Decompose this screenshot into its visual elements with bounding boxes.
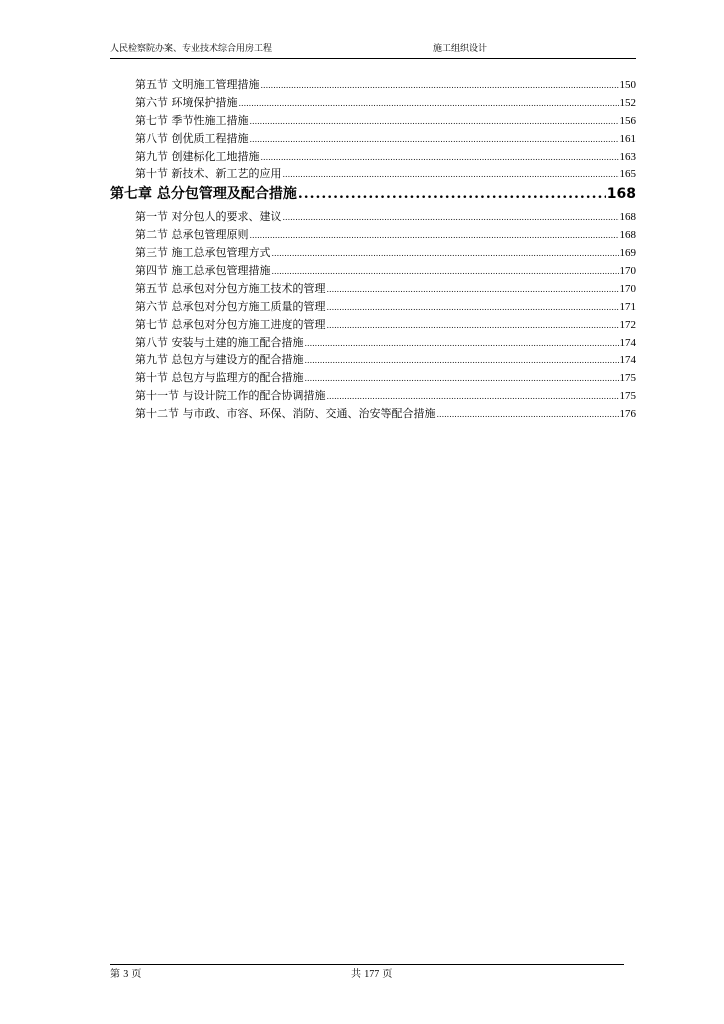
footer-total-suffix: 页 — [382, 969, 393, 980]
footer-page-value: 3 — [123, 969, 129, 980]
page-footer — [110, 964, 624, 983]
toc-entry[interactable] — [110, 387, 636, 405]
toc-entry-label: 第二节 总承包管理原则 — [135, 228, 249, 242]
footer-total-pages — [351, 966, 392, 984]
dot-leader — [305, 352, 619, 370]
toc-entry[interactable] — [110, 316, 636, 334]
toc-entry-label: 第三节 施工总承包管理方式 — [135, 246, 271, 260]
dot-leader — [250, 131, 619, 149]
toc-entry[interactable] — [110, 112, 636, 130]
dot-leader — [272, 245, 619, 263]
toc-entry-page: 170 — [619, 265, 636, 278]
toc-entry[interactable] — [110, 76, 636, 94]
toc-chapter-entry[interactable] — [110, 183, 636, 208]
toc-entry[interactable] — [110, 208, 636, 226]
toc-chapter-label: 第七章 总分包管理及配合措施 — [110, 186, 297, 203]
toc-entry-label: 第八节 创优质工程措施 — [135, 131, 249, 145]
toc-entry[interactable] — [110, 148, 636, 166]
dot-leader — [250, 113, 619, 131]
toc-entry-label: 第十二节 与市政、市容、环保、消防、交通、治安等配合措施 — [135, 407, 436, 421]
dot-leader — [239, 95, 619, 113]
toc-entry-label: 第一节 对分包人的要求、建议 — [135, 210, 282, 224]
footer-total-value: 177 — [364, 969, 380, 980]
table-of-contents — [110, 76, 636, 423]
dot-leader — [327, 299, 619, 317]
toc-entry[interactable] — [110, 298, 636, 316]
toc-entry-page: 163 — [619, 150, 636, 163]
dot-leader — [305, 335, 619, 353]
toc-entry[interactable] — [110, 405, 636, 423]
footer-page-suffix: 页 — [131, 969, 142, 980]
toc-entry[interactable] — [110, 94, 636, 112]
toc-entry-label: 第八节 安装与土建的施工配合措施 — [135, 335, 304, 349]
toc-entry-page: 172 — [619, 318, 636, 331]
toc-entry-page: 174 — [619, 336, 636, 349]
toc-entry-label: 第九节 创建标化工地措施 — [135, 149, 260, 163]
toc-entry[interactable] — [110, 226, 636, 244]
toc-entry-page: 168 — [619, 211, 636, 224]
toc-entry[interactable] — [110, 369, 636, 387]
toc-entry-page: 168 — [619, 229, 636, 242]
toc-entry-page: 170 — [619, 282, 636, 295]
toc-entry[interactable] — [110, 165, 636, 183]
toc-entry-label: 第五节 文明施工管理措施 — [135, 78, 260, 91]
toc-entry-page: 165 — [619, 168, 636, 181]
header-doc-title: 施工组织设计 — [433, 44, 488, 54]
page-header — [110, 42, 636, 59]
toc-entry-page: 176 — [619, 408, 636, 421]
dot-leader — [283, 166, 619, 184]
toc-entry-page: 156 — [619, 114, 636, 127]
dot-leader — [261, 77, 619, 95]
toc-entry-label: 第九节 总包方与建设方的配合措施 — [135, 353, 304, 367]
toc-entry-page: 161 — [619, 132, 636, 145]
dot-leader — [298, 183, 606, 206]
toc-entry-page: 174 — [619, 354, 636, 367]
dot-leader — [250, 227, 619, 245]
dot-leader — [437, 406, 619, 424]
toc-entry-label: 第十节 新技术、新工艺的应用 — [135, 167, 282, 181]
dot-leader — [283, 209, 619, 227]
toc-entry[interactable] — [110, 351, 636, 369]
toc-entry-label: 第五节 总承包对分包方施工技术的管理 — [135, 281, 326, 295]
toc-entry[interactable] — [110, 244, 636, 262]
dot-leader — [305, 370, 619, 388]
toc-entry-label: 第七节 总承包对分包方施工进度的管理 — [135, 317, 326, 331]
toc-entry-page: 175 — [619, 390, 636, 403]
dot-leader — [327, 317, 619, 335]
footer-page-prefix: 第 — [110, 969, 120, 980]
toc-entry-page: 152 — [619, 96, 636, 109]
toc-entry-label: 第四节 施工总承包管理措施 — [135, 264, 271, 278]
toc-entry-label: 第七节 季节性施工措施 — [135, 113, 249, 127]
toc-entry-page: 175 — [619, 372, 636, 385]
footer-total-prefix: 共 — [351, 969, 361, 980]
toc-entry-page: 171 — [619, 300, 636, 313]
footer-page-number — [110, 966, 141, 984]
toc-entry[interactable] — [110, 334, 636, 352]
toc-entry-page: 169 — [619, 247, 636, 260]
toc-entry-label: 第十节 总包方与监理方的配合措施 — [135, 371, 304, 385]
toc-entry-label: 第六节 总承包对分包方施工质量的管理 — [135, 299, 326, 313]
toc-entry[interactable] — [110, 280, 636, 298]
toc-entry-label: 第十一节 与设计院工作的配合协调措施 — [135, 389, 326, 403]
dot-leader — [261, 149, 619, 167]
toc-entry-label: 第六节 环境保护措施 — [135, 95, 238, 109]
toc-chapter-page: 168 — [606, 186, 636, 203]
header-project-name: 人民检察院办案、专业技术综合用房工程 — [110, 44, 273, 54]
dot-leader — [272, 263, 619, 281]
dot-leader — [327, 281, 619, 299]
toc-entry-page: 150 — [619, 79, 636, 91]
toc-entry[interactable] — [110, 130, 636, 148]
dot-leader — [327, 388, 619, 406]
toc-entry[interactable] — [110, 262, 636, 280]
